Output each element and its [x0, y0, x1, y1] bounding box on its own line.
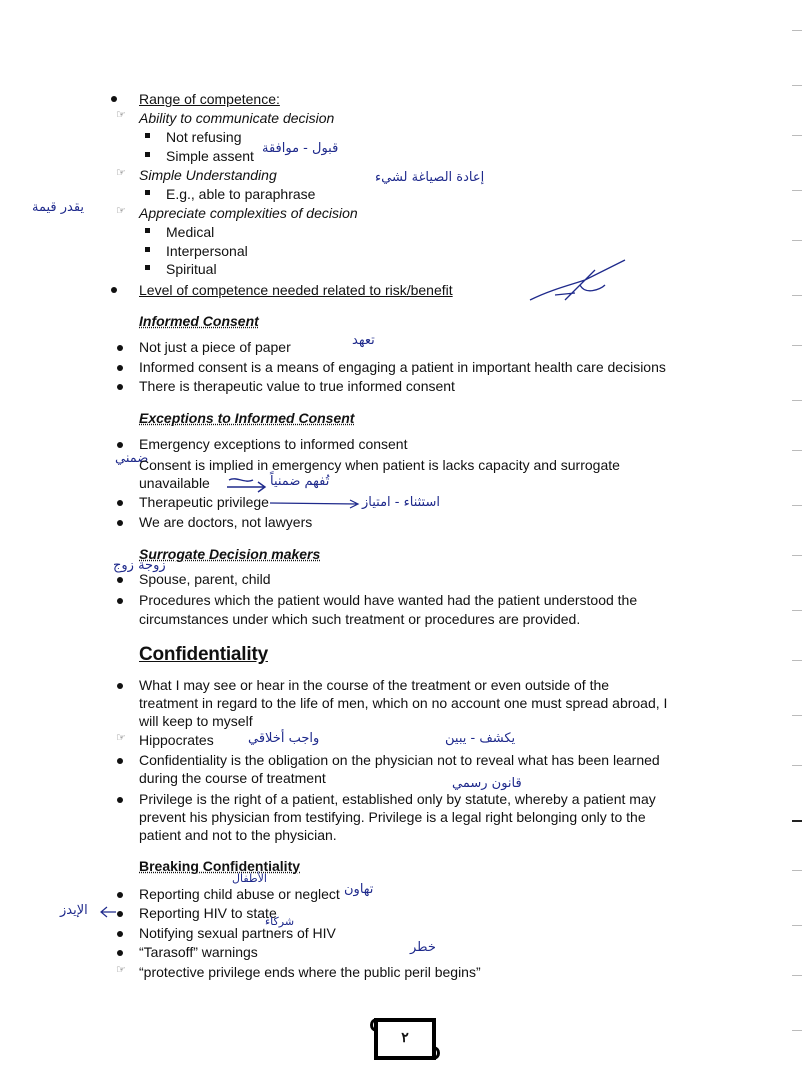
breaking-item: Notifying sexual partners of HIV: [139, 925, 336, 941]
annotation-implied: ضمني: [115, 451, 149, 466]
scan-mark: [792, 190, 802, 191]
range-simple-understanding: Simple Understanding: [139, 167, 277, 183]
scan-mark: [792, 345, 802, 346]
scan-mark: [792, 715, 802, 716]
range-ability: Ability to communicate decision: [139, 110, 335, 126]
hand-pointer-icon: ☞: [116, 109, 126, 121]
annotation-spouse: زوجة زوج: [113, 558, 166, 573]
scan-mark: [792, 295, 802, 296]
exceptions-item-2a: Consent is implied in emergency when patient is lacks capacity and surrogate: [139, 457, 620, 473]
annotation-hiv: الإيدز: [60, 903, 88, 918]
ink-arrow: [225, 472, 270, 494]
bullet: [145, 228, 150, 233]
annotation-peril: خطر: [410, 940, 436, 955]
hand-pointer-icon: ☞: [116, 205, 126, 217]
breaking-heading: Breaking Confidentiality: [139, 858, 301, 874]
bullet: [117, 345, 123, 351]
bullet: [117, 520, 123, 526]
bullet: [117, 931, 123, 937]
annotation-statute: قانون رسمي: [452, 776, 522, 791]
annotation-paper: تعهد: [352, 333, 375, 348]
range-medical: Medical: [166, 224, 215, 240]
scan-mark: [792, 505, 802, 506]
bullet: [111, 287, 117, 293]
annotation-paraphrase: إعادة الصياغة لشيء: [375, 170, 485, 185]
bullet: [117, 758, 123, 764]
annotation-duty: واجب أخلاقي: [248, 731, 320, 746]
range-level: Level of competence needed related to risk/benefit: [139, 282, 453, 298]
scan-mark: [792, 135, 802, 136]
annotation-assent: قبول - موافقة: [262, 141, 339, 156]
scan-mark: [792, 610, 802, 611]
bullet: [117, 797, 123, 803]
bullet: [117, 442, 123, 448]
range-simple-assent: Simple assent: [166, 148, 254, 164]
exceptions-item-1: Emergency exceptions to informed consent: [139, 436, 408, 452]
scan-mark: [792, 240, 802, 241]
range-not-refusing: Not refusing: [166, 129, 242, 145]
bullet: [145, 247, 150, 252]
confidentiality-oath-3: will keep to myself: [139, 713, 253, 729]
surrogate-item-2b: circumstances under which such treatment or procedures are provided.: [139, 611, 581, 627]
annotation-reveal: يكشف - يبين: [445, 731, 516, 746]
scan-mark: [792, 555, 802, 556]
annotation-therapeutic: استثناء - امتياز: [362, 495, 440, 510]
scan-mark: [792, 925, 802, 926]
bullet: [111, 96, 117, 102]
breaking-item: Reporting HIV to state: [139, 905, 277, 921]
confidentiality-obligation-2: during the course of treatment: [139, 770, 326, 786]
confidentiality-privilege-2: prevent his physician from testifying. Privilege is a legal right belonging only to the: [139, 809, 646, 825]
scan-mark: [792, 1030, 802, 1031]
scan-mark: [792, 450, 802, 451]
exceptions-item-3: Therapeutic privilege: [139, 494, 269, 510]
range-spiritual: Spiritual: [166, 261, 217, 277]
hand-pointer-icon: ☞: [116, 167, 126, 179]
annotation-child: الأطفال: [232, 872, 267, 885]
confidentiality-privilege-1: Privilege is the right of a patient, established only by statute, whereby a patient may: [139, 791, 656, 807]
bullet: [145, 152, 150, 157]
scan-mark: [792, 400, 802, 401]
informed-item: Informed consent is a means of engaging a patient in important health care decisions: [139, 359, 666, 375]
informed-item: There is therapeutic value to true informed consent: [139, 378, 455, 394]
signature-scribble: [525, 255, 635, 310]
bullet: [117, 598, 123, 604]
confidentiality-heading: Confidentiality: [139, 644, 268, 665]
scan-mark: [792, 30, 802, 31]
bullet: [117, 892, 123, 898]
confidentiality-oath-2: treatment in regard to the life of men, which on no account one must spread abroad, I: [139, 695, 668, 711]
ink-arrow: [270, 498, 365, 510]
hand-pointer-icon: ☞: [116, 964, 126, 976]
breaking-item: “Tarasoff” warnings: [139, 944, 258, 960]
range-appreciate: Appreciate complexities of decision: [139, 205, 358, 221]
informed-item: Not just a piece of paper: [139, 339, 291, 355]
annotation-appreciate: يقدر قيمة: [32, 200, 85, 215]
bullet: [117, 911, 123, 917]
scan-mark: [792, 975, 802, 976]
confidentiality-oath-1: What I may see or hear in the course of the treatment or even outside of the: [139, 677, 610, 693]
exceptions-item-2b: unavailable: [139, 475, 210, 491]
bullet: [145, 265, 150, 270]
annotation-neglect: تهاون: [344, 882, 374, 897]
bullet: [145, 133, 150, 138]
annotation-implied-2: تُفهم ضمنياً: [270, 474, 330, 489]
scan-mark: [792, 820, 802, 822]
bullet: [117, 950, 123, 956]
confidentiality-obligation-1: Confidentiality is the obligation on the physician not to reveal what has been learned: [139, 752, 660, 768]
range-interpersonal: Interpersonal: [166, 243, 248, 259]
confidentiality-privilege-3: patient and not to the physician.: [139, 827, 337, 843]
informed-heading: Informed Consent: [139, 313, 259, 329]
breaking-item: Reporting child abuse or neglect: [139, 886, 340, 902]
scan-mark: [792, 870, 802, 871]
bullet: [117, 577, 123, 583]
surrogate-heading: Surrogate Decision makers: [139, 546, 321, 562]
range-heading: Range of competence:: [139, 91, 280, 107]
bullet: [117, 500, 123, 506]
bullet: [145, 190, 150, 195]
ink-arrow: [98, 905, 118, 919]
breaking-item: “protective privilege ends where the public peril begins”: [139, 964, 481, 980]
range-paraphrase: E.g., able to paraphrase: [166, 186, 316, 202]
page-number: ٢: [401, 1029, 409, 1045]
scan-mark: [792, 765, 802, 766]
surrogate-item-1: Spouse, parent, child: [139, 571, 271, 587]
hand-pointer-icon: ☞: [116, 732, 126, 744]
exceptions-heading: Exceptions to Informed Consent: [139, 410, 355, 426]
confidentiality-hippocrates: Hippocrates: [139, 732, 214, 748]
scan-mark: [792, 85, 802, 86]
bullet: [117, 365, 123, 371]
bullet: [117, 384, 123, 390]
bullet: [117, 683, 123, 689]
exceptions-item-4: We are doctors, not lawyers: [139, 514, 313, 530]
annotation-partners: شركاء: [265, 915, 295, 928]
surrogate-item-2a: Procedures which the patient would have wanted had the patient understood the: [139, 592, 638, 608]
scan-mark: [792, 660, 802, 661]
